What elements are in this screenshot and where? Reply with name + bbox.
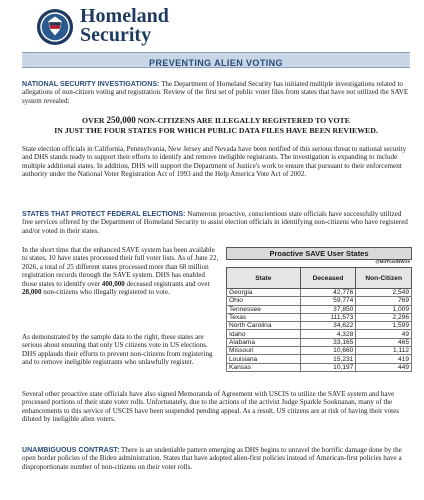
cell-noncitizen: 1,009 xyxy=(356,305,412,313)
cell-deceased: 111,573 xyxy=(300,313,356,321)
investigations-heading: NATIONAL SECURITY INVESTIGATIONS: xyxy=(22,80,160,88)
table-row xyxy=(227,313,412,321)
cell-deceased: 10,197 xyxy=(300,363,356,371)
table-body xyxy=(227,289,412,372)
cell-noncitizen: 449 xyxy=(356,363,412,371)
cell-state: Georgia xyxy=(227,289,301,297)
dhs-header xyxy=(28,6,408,50)
table-row xyxy=(227,355,412,363)
cell-deceased: 59,774 xyxy=(300,297,356,305)
cell-noncitizen: 769 xyxy=(356,297,412,305)
cell-state: Tennessee xyxy=(227,305,301,313)
table-row xyxy=(227,338,412,346)
callout-rest: NON-CITIZENS ARE ILLEGALLY REGISTERED TO VOTE xyxy=(135,116,350,125)
table-row xyxy=(227,305,412,313)
header-noncitizen: Non-Citizen xyxy=(356,268,412,289)
callout-line-1 xyxy=(22,116,410,126)
save-states-table xyxy=(226,267,412,372)
header-deceased: Deceased xyxy=(300,268,356,289)
wordmark-line-2: Security xyxy=(80,24,152,46)
investigations-body: The Department of Homeland Security has initiated multiple investigations related to allegations of non-citizen voting and registration. Review of the first set of public voter files from states that have not utilized the SAVE system revealed: xyxy=(22,80,409,105)
contrast-body: There is an undeniable pattern emerging as DHS begins to unravel the horrific damage done by the open border policies of the Biden administration. States that have adopted alien-first policies instead of American-first policies have a disproportionate number of non-citizens on their voter rolls. xyxy=(22,446,402,471)
cell-deceased: 4,328 xyxy=(300,330,356,338)
cell-state: Ohio xyxy=(227,297,301,305)
callout-number: 250,000 xyxy=(106,115,136,125)
contrast-paragraph xyxy=(22,446,410,471)
table-row xyxy=(227,363,412,371)
cell-deceased: 37,850 xyxy=(300,305,356,313)
cell-deceased: 33,165 xyxy=(300,338,356,346)
cell-state: Kansas xyxy=(227,363,301,371)
investigations-paragraph xyxy=(22,80,410,105)
state-officials-paragraph: State election officials in California, Pennsylvania, New Jersey and Nevada have been notified of this serious threat to national security and DHS stands ready to support their efforts to identify and remove ineligible registrants. The investigation is expanding to include multiple additional states. In addition, DHS will support the Department of Justice's work to ensure that pursuant to their enforcement authority under the National Voter Registration Act of 1993 and the Help America Vote Act of 2002. xyxy=(22,145,407,179)
table-row xyxy=(227,330,412,338)
cell-deceased: 15,231 xyxy=(300,355,356,363)
dhs-seal-icon xyxy=(36,8,74,46)
cell-state: Alabama xyxy=(227,338,301,346)
protect-body: Numerous proactive, conscientious state officials have successfully utilized free services offered by the Department of Homeland Security to assist election officials in identifying non-citizens who have registered and/or voted in their states. xyxy=(22,210,408,235)
noncitizen-total: 28,000 xyxy=(22,288,42,297)
cell-noncitizen: 2,549 xyxy=(356,289,412,297)
cell-noncitizen: 1,599 xyxy=(356,322,412,330)
short-time-text-2: deceased registrants and over xyxy=(124,279,210,288)
cell-noncitizen: 465 xyxy=(356,338,412,346)
cell-noncitizen: 2,296 xyxy=(356,313,412,321)
protect-paragraph xyxy=(22,210,410,235)
table-title: Proactive SAVE User States xyxy=(226,247,412,260)
cell-deceased: 34,622 xyxy=(300,322,356,330)
cell-deceased: 42,776 xyxy=(300,289,356,297)
headline-callout xyxy=(22,116,410,135)
short-time-text-3: non-citizens who illegally registered to vote. xyxy=(41,288,170,297)
title-banner xyxy=(22,52,410,68)
table-row xyxy=(227,289,412,297)
cell-state: Louisiana xyxy=(227,355,301,363)
protect-heading: STATES THAT PROTECT FEDERAL ELECTIONS: xyxy=(22,210,186,218)
cell-noncitizen: 419 xyxy=(356,355,412,363)
page-title: PREVENTING ALIEN VOTING xyxy=(149,58,283,68)
short-time-text-1: In the short time that the enhanced SAVE system has been available to states, 10 have states processed their full voter lists. As of June 22, 2026, a total of 25 different states processed more than 68 million registration records through the SAVE system. DHS has enabled those states to identify over xyxy=(22,246,219,288)
cell-state: Missouri xyxy=(227,347,301,355)
wordmark-line-1: Homeland xyxy=(80,5,169,27)
cell-noncitizen: 1,112 xyxy=(356,347,412,355)
save-states-table-block xyxy=(226,247,412,372)
contrast-heading: UNAMBIGUOUS CONTRAST: xyxy=(22,446,120,454)
callout-prefix: OVER xyxy=(82,116,107,125)
table-header-row xyxy=(227,268,412,289)
cell-state: Idaho xyxy=(227,330,301,338)
deceased-total: 400,000 xyxy=(101,279,125,288)
agreements-paragraph: Several other proactive state officials have also signed Memoranda of Agreement with USCIS to utilize the SAVE system and have processed portions of their state voter rolls. Unfortunately, due to the actions of the activist Judge Sparkle Sooknanan, many of the enhancements to this service of USCIS have been suspended pending appeal. As a result, US citizens are at risk of having their votes diluted by ineligible alien voters. xyxy=(22,390,400,424)
dhs-wordmark xyxy=(80,7,169,45)
cell-noncitizen: 49 xyxy=(356,330,412,338)
callout-line-2: IN JUST THE FOUR STATES FOR WHICH PUBLIC DATA FILES HAVE BEEN REVIEWED. xyxy=(54,125,378,135)
table-row xyxy=(227,322,412,330)
watermark: @MilTrustNWire xyxy=(375,259,410,264)
short-time-paragraph xyxy=(22,246,220,296)
table-row xyxy=(227,347,412,355)
cell-state: North Carolina xyxy=(227,322,301,330)
cell-deceased: 10,660 xyxy=(300,347,356,355)
header-state: State xyxy=(227,268,301,289)
cell-state: Texas xyxy=(227,313,301,321)
sample-paragraph: As demonstrated by the sample data to the right, these states are serious about ensuring that only US citizens vote in US elections. DHS applauds their efforts to prevent non-citizens from registering and to remove ineligible registrants who unlawfully register. xyxy=(22,333,213,367)
table-row xyxy=(227,297,412,305)
